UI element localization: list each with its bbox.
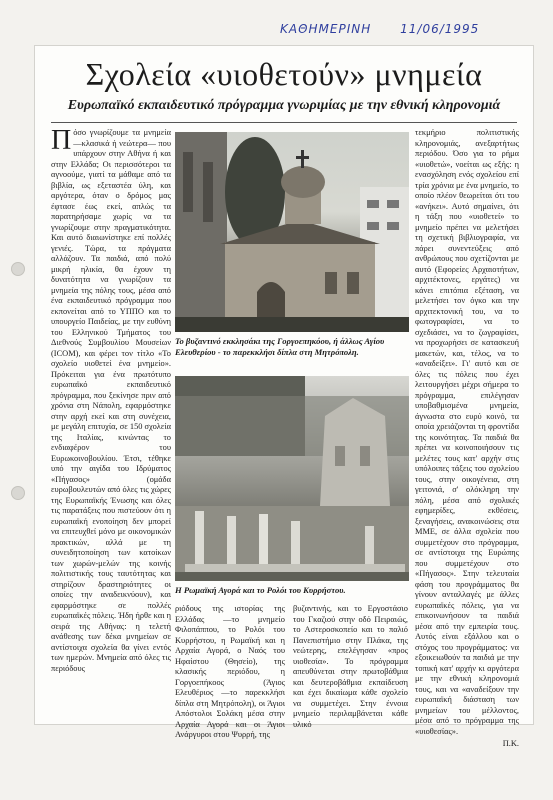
article-column-2 [175,604,285,739]
column-1-text: όσο γνωρίζουμε τα μνημεία —κλασικά ή νεώτερα— που υπάρχουν στην Αθήνα ή και στην Ελλάδα; Οι περισσότεροι τα αγνοούμε, γιατί τα μάθαμε από τα βιβλία, ως εξεταστέα ύλη, και αργότερα, όταν ο δρόμος μας έφτασε έως εκεί, απλώς τα παρατηρήσαμε χωρίς να τα γνωρίζουμε στην πραγματικότητα. Και αυτό διαιωνίστηκε επί πολλές γενιές. Τώρα, τα πράγματα αλλάζουν. Τα παιδιά, από πολύ μικρή ηλικία, θα έχουν τη δυνατότητα να γνωρίζουν τα μνημεία της πόλης τους, μέσα από ένα εκπαιδευτικό πρόγραμμα που εκπονείται από το ΥΠΠΟ και το υπουργείο Παιδείας, με την ευθύνη του Ελληνικού Τμήματος του Διεθνούς Συμβουλίου Μουσείων (ICOM), και φέρει τον τίτλο «Το σχολείο υιοθετεί ένα μνημείο». Πρόκειται για ένα πρωτότυπο ευρωπαϊκό εκπαιδευτικό πρόγραμμα, που ξεκίνησε πριν από χρόνια στη Νάπολη, εφαρμόστηκε στην αρχή εκεί και στη συνέχεια, με μεγάλη επιτυχία, σε 150 σχολεία της Ιταλίας, κινώντας το ενδιαφέρον του Ευρωκοινοβουλίου. Έτσι, τέθηκε υπό την αιγίδα του Ιδρύματος «Πήγασος» (ομάδα ευρωβουλευτών από όλες τις χώρες της Ευρωπαϊκής Ένωσης και όλες τις παρατάξεις που πιστεύουν ότι η ευρωπαϊκή ενοποίηση δεν μπορεί να επιτευχθεί μόνο με οικονομικών πρακτικών, αλλά με τη συνειδητοποίηση των κατοίκων των χωρών-μελών της κοινής πολιτιστικής τους ταυτότητας και στηρίζουν δραστηριότητες οι οποίες την αναδεικνύουν), και εφαρμόστηκε σε πολλές ευρωπαϊκές πόλεις. Ήδη ήρθε και η σειρά της Αθήνας: η τελετή ανάθεσης των δέκα μνημείων σε αντίστοιχα σχολεία θα γίνει εντός των ημερών. Μνημεία από όλες τις περιόδους [51,128,171,673]
church-photo [175,132,409,332]
photo-caption-1: Το βυζαντινό εκκλησάκι της Γοργοεπηκόου, ή άλλως Αγίου Ελευθερίου - το παρεκκλήσι δίπλα στη Μητρόπολη. [175,336,385,357]
annotation-date: 11/06/1995 [400,22,480,36]
newspaper-clipping [34,45,534,748]
divider [51,122,517,123]
punch-hole [11,486,25,500]
annotation-source: ΚΑΘΗΜΕΡΙΝΗ [280,22,372,36]
article-column-4 [415,128,519,748]
punch-hole [11,262,25,276]
subheadline: Ευρωπαϊκό εκπαιδευτικό πρόγραμμα γνωριμίας με την εθνική κληρονομιά [67,98,501,113]
article-column-3 [293,604,408,729]
column-2-text: ριόδους της ιστορίας της Ελλάδας —το μνημείο Φιλοπάππου, το Ρολόι του Κυρρήστου, η Ρωμαϊκή και η Αρχαία Αγορά, ο Ναός του Ηφαίστου (Θησείο), της κλασικής περιόδου, η Γοργοεπήκοος (Άγιος Ελευθέριος —το παρεκκλήσι δίπλα στη Μητρόπολη), οι Άγιοι Απόστολοι Σολάκη μέσα στην Αρχαία Αγορά και οι Άγιοι Ανάργυροι στου Ψυρρή, της [175,604,285,739]
column-4-text: τεκμήριο πολιτιστικής κληρονομιάς, ανεξαρτήτως περιόδου. Όσο για το ρήμα «υιοθετώ», νοείται ως εξής: η ενασχόληση ενός σχολείου επί τρία χρόνια με ένα μνημείο, το οποίο πλέον θεωρείται ότι του «ανήκει». Αυτό σημαίνει, ότι η τάξη που «υιοθετεί» το μνημείο πρέπει να μελετήσει τη σχετική βιβλιογραφία, να πάρει συνεντεύξεις από ανθρώπους που σχετίζονται με αυτό (Εφορείες Αρχαιοτήτων, αρχιτέκτονες, εργάτες) να κάνει επιτόπια εξέταση, να μελετήσει τον όγκο και την αρχιτεκτονική του, να το φωτογραφίσει, να το σχεδιάσει, να το ζωγραφίσει, να προχωρήσει σε κατασκευή μακετών, και, τέλος, να το «αναδείξει». Γι' αυτό και σε όλες τις πόλεις που έχει λειτουργήσει μέχρι σήμερα το πρόγραμμα, επιλέγησαν υποβαθμισμένα μνημεία, άγνωστα στο ευρύ κοινό, τα οποία χρειάζονται τη φροντίδα της κοινότητας. Τα παιδιά θα πρέπει να κοινοποιήσουν τις μελέτες τους κατ' αρχήν στις υπόλοιπες τάξεις του σχολείου τους, στην οικογένεια, στη γειτονιά, σ' ολόκληρη την πόλη, μέσα από σχολικές εφημερίδες, εκθέσεις, ξεναγήσεις, ανακοινώσεις στα ΜΜΕ, σε άλλα σχολεία που συμμετέχουν στο πρόγραμμα, σε αντίστοιχα της Ευρώπης που συμμετέχουν στο «Πήγασος». Στην τελευταία φάση του προγράμματος θα γίνουν ανταλλαγές με άλλες ευρωπαϊκές πόλεις, για να επικοινωνήσουν τα παιδιά μέσα από την εμπειρία τους. Αυτός είναι εξάλλου και ο στόχος του προγράμματος: να εξοικειωθούν τα παιδιά με την τοπική κατ' αρχήν κι αργότερα με την εθνική κληρονομιά τους, και να «αναδείξουν την ευρωπαϊκή διάσταση των μνημείων του μέλλοντος, μέσα από το πρόγραμμα της «υιοθεσίας». [415,128,519,736]
author-signature: Π.Κ. [502,739,519,748]
article-column-1 [51,125,171,700]
handwritten-annotation [280,22,479,36]
headline: Σχολεία «υιοθετούν» μνημεία [85,56,483,92]
drop-cap: Π [51,125,72,156]
column-3-text: βυζαντινής, και το Εργοστάσιο του Γκαζιού στην οδό Πειραιώς, το Αστεροσκοπείο και το παλιό Πανεπιστήμιο στην Πλάκα, της νεώτερης, επελέγησαν «προς υιοθεσία». Το πρόγραμμα απευθύνεται στην πρωτοβάθμια και δευτεροβάθμια εκπαίδευση και έχει δικαίωμα κάθε σχολείο να συμμετέχει. Στην έννοια μνημείο περιλαμβάνεται κάθε υλικό [293,604,408,729]
photo-caption-2: Η Ρωμαϊκή Αγορά και το Ρολόι του Κυρρήστου. [175,585,346,595]
roman-agora-photo [175,376,409,581]
